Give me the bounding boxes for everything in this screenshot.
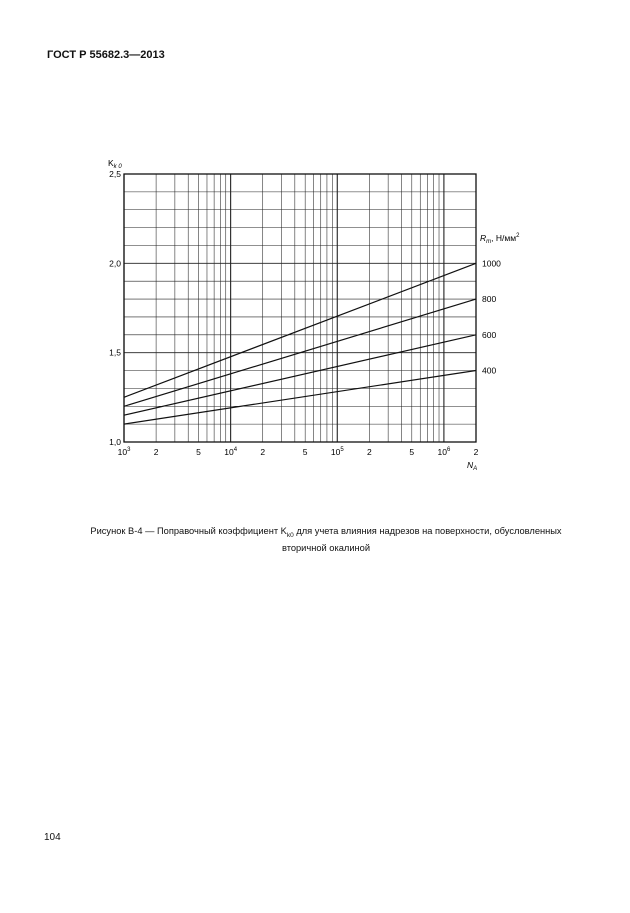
caption-subscript: k0 <box>286 531 294 539</box>
series-label-800: 800 <box>482 294 497 305</box>
x-tick-label: 2 <box>153 447 159 457</box>
x-tick-label: $10^4$ <box>224 447 238 457</box>
figure-caption <box>40 525 612 555</box>
x-axis-label: $N_A$ <box>467 460 478 472</box>
series-line-400 <box>124 371 476 425</box>
series-lines <box>124 263 476 424</box>
x-tick-label: 5 <box>196 447 201 457</box>
y-tick-label: 2,0 <box>109 258 121 269</box>
caption-line-2: вторичной окалиной <box>281 542 371 553</box>
x-tick-label: 2 <box>366 447 372 457</box>
y-tick-label: 2,5 <box>109 169 121 179</box>
series-label-600: 600 <box>482 329 497 340</box>
chart-frame <box>124 174 476 442</box>
x-tick-label: $10^6$ <box>437 447 451 457</box>
series-label-1000: 1000 <box>482 258 501 269</box>
y-axis-label: $K_{k 0}$ <box>108 158 122 170</box>
series-line-600 <box>124 335 476 415</box>
caption-suffix: для учета влияния надрезов на поверхности, обусловленных <box>293 526 562 536</box>
x-tick-label: $10^3$ <box>117 447 131 457</box>
y-tick-label: 1,5 <box>109 347 121 358</box>
caption-prefix: Рисунок В-4 — Поправочный коэффициент K <box>90 526 287 536</box>
page-number: 104 <box>44 832 61 843</box>
x-tick-label: 5 <box>302 447 308 457</box>
x-tick-label: 2 <box>473 447 479 457</box>
series-line-1000 <box>124 263 476 397</box>
legend-title: $R_m$, $Н/мм^2$ <box>480 233 520 245</box>
plot-border <box>124 174 476 442</box>
x-tick-label: 2 <box>260 447 266 457</box>
chart-labels <box>108 158 520 472</box>
y-tick-label: 1,0 <box>109 437 121 447</box>
series-label-400: 400 <box>482 365 497 376</box>
document-header: ГОСТ Р 55682.3—2013 <box>47 49 165 61</box>
x-tick-label: $10^5$ <box>330 447 344 457</box>
x-tick-label: 5 <box>409 447 415 457</box>
chart-grid <box>124 174 476 442</box>
